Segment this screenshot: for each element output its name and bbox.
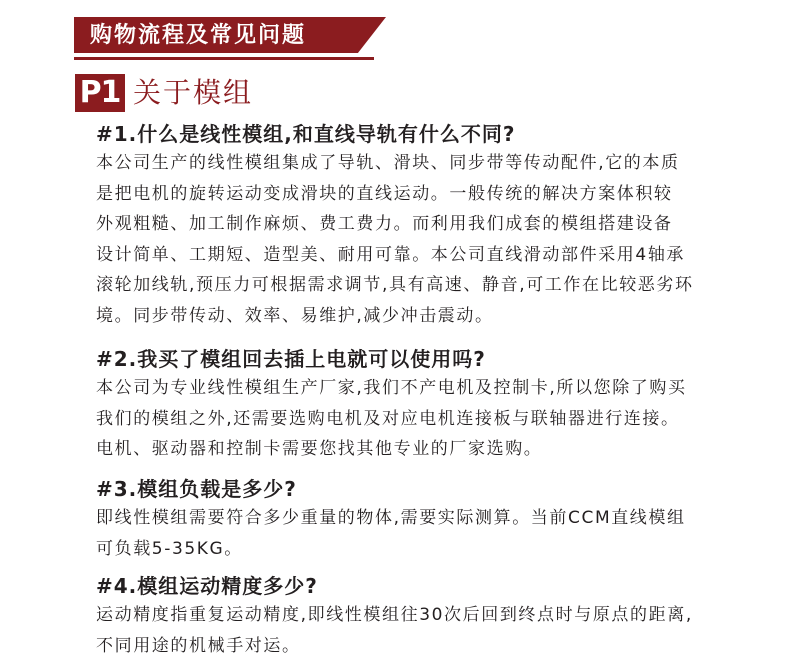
answer-line: 境。同步带传动、效率、易维护,减少冲击震动。: [96, 305, 494, 326]
faq-answer: [96, 148, 796, 332]
answer-line: 本公司生产的线性模组集成了导轨、滑块、同步带等传动配件,它的本质: [96, 153, 680, 173]
answer-line: 我们的模组之外,还需要选购电机及对应电机连接板与联轴器进行连接。: [96, 408, 680, 429]
answer-line: 可负载5-35KG。: [96, 538, 243, 559]
page-title: 购物流程及常见问题: [90, 23, 307, 48]
answer-line: 不同用途的机械手对运。: [96, 635, 301, 656]
faq-answer: [96, 503, 796, 564]
answer-line: 外观粗糙、加工制作麻烦、费工费力。而利用我们成套的模组搭建设备: [96, 214, 673, 235]
answer-line: 即线性模组需要符合多少重量的物体,需要实际测算。当前CCM直线模组: [96, 508, 686, 528]
faq-question: #2.我买了模组回去插上电就可以使用吗?: [96, 347, 486, 371]
answer-line: 滚轮加线轨,预压力可根据需求调节,具有高速、静音,可工作在比较恶劣环: [96, 275, 694, 296]
section-title: 关于模组: [133, 76, 254, 109]
section-badge: P1: [75, 74, 125, 112]
faq-item-1: [96, 120, 796, 332]
faq-item-3: [96, 475, 796, 564]
header-divider: [74, 57, 374, 60]
faq-question: #1.什么是线性模组,和直线导轨有什么不同?: [96, 122, 516, 146]
answer-line: 是把电机的旋转运动变成滑块的直线运动。一般传统的解决方案体积较: [96, 183, 673, 204]
answer-line: 电机、驱动器和控制卡需要您找其他专业的厂家选购。: [96, 439, 543, 460]
faq-answer: [96, 600, 796, 661]
faq-item-2: [96, 345, 796, 465]
faq-question: #4.模组运动精度多少?: [96, 574, 318, 598]
answer-line: 本公司为专业线性模组生产厂家,我们不产电机及控制卡,所以您除了购买: [96, 378, 687, 398]
faq-item-4: [96, 572, 796, 661]
faq-answer: [96, 373, 796, 465]
answer-line: 运动精度指重复运动精度,即线性模组往30次后回到终点时与原点的距离,: [96, 605, 693, 625]
faq-question: #3.模组负载是多少?: [96, 477, 297, 501]
answer-line: 设计简单、工期短、造型美、耐用可靠。本公司直线滑动部件采用4轴承: [96, 244, 686, 265]
